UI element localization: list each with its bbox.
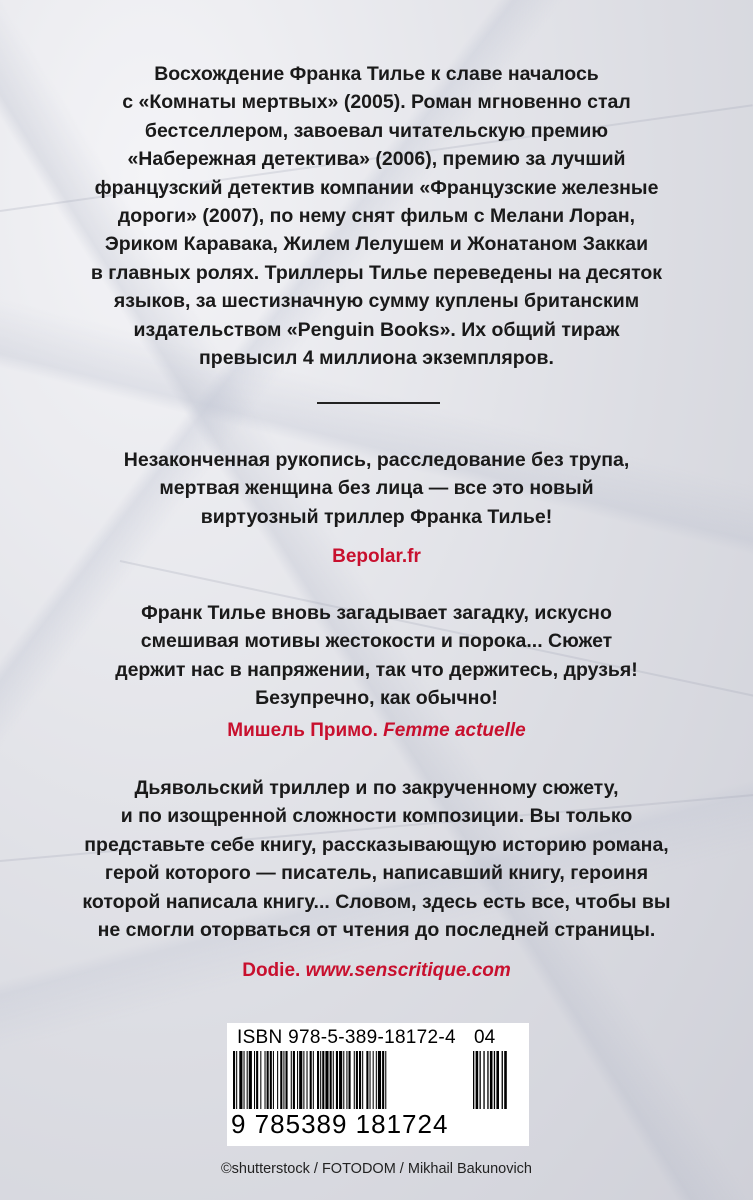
text-line: виртуозный триллер Франка Тилье!: [200, 505, 553, 528]
text-line: смешивая мотивы жестокости и порока... Сюжет: [140, 630, 613, 653]
review-source-1: [0, 546, 753, 568]
barcode-bars: [233, 1051, 525, 1113]
barcode-digits: 9 785389 181724: [231, 1109, 449, 1139]
isbn-barcode: [227, 1023, 529, 1146]
text-line: французский детектив компании «Французские железные: [94, 176, 659, 199]
source-publication: Femme actuelle: [383, 720, 526, 741]
source-site: www.senscritique.com: [305, 960, 511, 981]
section-divider: [317, 402, 440, 404]
source-author: Dodie.: [242, 960, 301, 981]
text-line: Франк Тилье вновь загадывает загадку, искусно: [141, 602, 612, 624]
text-line: представьте себе книгу, рассказывающую историю романа,: [84, 833, 669, 856]
author-description: [0, 60, 753, 372]
text-line: дороги» (2007), по нему снят фильм с Мелани Лоран,: [117, 205, 636, 228]
text-line: в главных ролях. Триллеры Тилье переведены на десяток: [90, 261, 663, 284]
text-line: мертвая женщина без лица — все это новый: [159, 477, 594, 500]
review-quote-3: [0, 774, 753, 944]
review-quote-2: [0, 599, 753, 713]
text-line: которой написала книгу... Словом, здесь есть все, чтобы вы: [82, 890, 671, 913]
text-line: бестселлером, завоевал читательскую премию: [144, 119, 609, 142]
image-credit: ©shutterstock / FOTODOM / Mikhail Bakunovich: [221, 1161, 532, 1177]
text-line: и по изощренной сложности композиции. Вы только: [120, 805, 633, 828]
source-author: Мишель Примо.: [227, 720, 378, 741]
review-source-2: [0, 720, 753, 742]
text-line: Восхождение Франка Тилье к славе началось: [154, 63, 599, 85]
text-line: превысил 4 миллиона экземпляров.: [199, 347, 554, 370]
isbn-label: ISBN 978-5-389-18172-4: [237, 1027, 456, 1048]
text-line: Незаконченная рукопись, расследование без трупа,: [123, 449, 630, 471]
text-line: «Набережная детектива» (2006), премию за лучший: [127, 148, 626, 171]
review-source-3: [0, 960, 753, 982]
isbn-addon: 04: [474, 1027, 496, 1048]
text-line: не смогли оторваться от чтения до последней страницы.: [97, 919, 656, 942]
text-line: языков, за шестизначную сумму куплены британским: [113, 290, 640, 313]
source-name: Bepolar.fr: [332, 546, 421, 567]
text-line: герой которого — писатель, написавший книгу, героиня: [104, 862, 649, 885]
text-line: Дьявольский триллер и по закрученному сюжету,: [134, 777, 619, 799]
text-line: Безупречно, как обычно!: [255, 687, 498, 710]
text-line: Эриком Каравака, Жилем Лелушем и Жонатаном Заккаи: [104, 233, 649, 256]
review-quote-1: [0, 446, 753, 531]
text-line: с «Комнаты мертвых» (2005). Роман мгновенно стал: [122, 91, 631, 114]
text-line: держит нас в напряжении, так что держитесь, друзья!: [115, 658, 638, 681]
text-line: издательством «Penguin Books». Их общий тираж: [133, 318, 620, 341]
